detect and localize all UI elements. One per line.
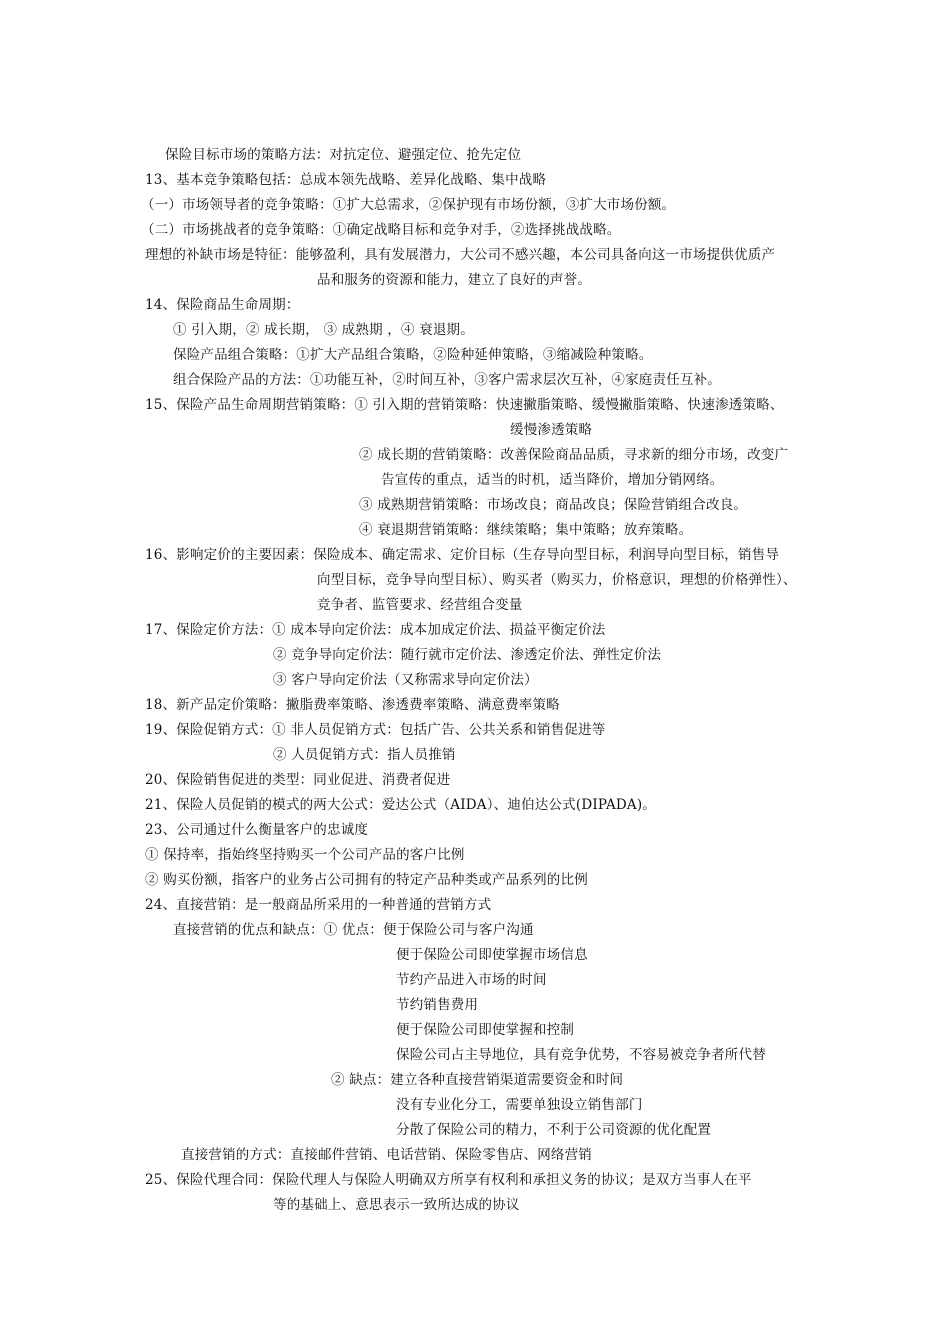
text-line: 25、保险代理合同：保险代理人与保险人明确双方所享有权利和承担义务的协议；是双方当事人在平: [145, 1172, 752, 1188]
text-line: 16、影响定价的主要因素：保险成本、确定需求、定价目标（生存导向型目标，利润导向型目标，销售导: [145, 547, 780, 563]
text-line: 20、保险销售促进的类型：同业促进、消费者促进: [145, 772, 451, 788]
text-line: 节约销售费用: [396, 997, 479, 1013]
text-line: 便于保险公司即使掌握和控制: [396, 1022, 575, 1038]
text-line: 保险目标市场的策略方法：对抗定位、避强定位、抢先定位: [165, 147, 522, 163]
text-line: 直接营销的优点和缺点：① 优点：便于保险公司与客户沟通: [173, 922, 534, 938]
text-line: ② 人员促销方式：指人员推销: [273, 747, 456, 763]
text-line: （二）市场挑战者的竞争策略：①确定战略目标和竞争对手，②选择挑战战略。: [141, 222, 621, 238]
text-line: 21、保险人员促销的模式的两大公式：爱达公式（AIDA）、迪伯达公式(DIPADA)。: [145, 797, 657, 813]
text-line: 没有专业化分工，需要单独设立销售部门: [396, 1097, 643, 1113]
text-line: 14、保险商品生命周期：: [145, 297, 300, 313]
text-line: 23、公司通过什么衡量客户的忠诚度: [145, 822, 369, 838]
text-line: 分散了保险公司的精力，不利于公司资源的优化配置: [396, 1122, 712, 1138]
text-line: 保险公司占主导地位，具有竞争优势，不容易被竞争者所代替: [396, 1047, 766, 1063]
text-line: 理想的补缺市场是特征：能够盈利，具有发展潜力，大公司不感兴趣，本公司具备向这一市场提供优质产: [145, 247, 776, 263]
text-line: （一）市场领导者的竞争策略：①扩大总需求，②保护现有市场份额，③扩大市场份额。: [141, 197, 676, 213]
text-line: 等的基础上、意思表示一致所达成的协议: [273, 1197, 520, 1213]
text-line: ③ 客户导向定价法（又称需求导向定价法）: [273, 672, 538, 688]
text-line: 18、新产品定价策略：撇脂费率策略、渗透费率策略、满意费率策略: [145, 697, 560, 713]
text-line: 24、直接营销：是一般商品所采用的一种普通的营销方式: [145, 897, 492, 913]
text-line: 组合保险产品的方法：①功能互补，②时间互补，③客户需求层次互补，④家庭责任互补。: [173, 372, 721, 388]
text-line: 缓慢渗透策略: [510, 422, 593, 438]
text-line: 便于保险公司即使掌握市场信息: [396, 947, 588, 963]
text-line: ② 购买份额，指客户的业务占公司拥有的特定产品种类或产品系列的比例: [145, 872, 588, 888]
text-line: ④ 衰退期营销策略：继续策略；集中策略；放弃策略。: [359, 522, 693, 538]
text-line: ③ 成熟期营销策略：市场改良；商品改良；保险营销组合改良。: [359, 497, 748, 513]
text-line: 19、保险促销方式：① 非人员促销方式：包括广告、公共关系和销售促进等: [145, 722, 606, 738]
text-line: ② 竞争导向定价法：随行就市定价法、渗透定价法、弹性定价法: [273, 647, 662, 663]
text-line: ① 保持率，指始终坚持购买一个公司产品的客户比例: [145, 847, 465, 863]
text-line: ② 缺点：建立各种直接营销渠道需要资金和时间: [331, 1072, 624, 1088]
text-line: 17、保险定价方法：① 成本导向定价法：成本加成定价法、损益平衡定价法: [145, 622, 606, 638]
text-line: 保险产品组合策略：①扩大产品组合策略，②险种延伸策略，③缩减险种策略。: [173, 347, 653, 363]
text-line: 直接营销的方式：直接邮件营销、电话营销、保险零售店、网络营销: [181, 1147, 592, 1163]
text-line: 向型目标，竞争导向型目标）、购买者（购买力，价格意识，理想的价格弹性）、: [317, 572, 797, 588]
text-line: 品和服务的资源和能力，建立了良好的声誉。: [317, 272, 591, 288]
text-line: ① 引入期，② 成长期， ③ 成熟期 ，④ 衰退期。: [173, 322, 474, 338]
text-line: 15、保险产品生命周期营销策略：① 引入期的营销策略：快速撇脂策略、缓慢撇脂策略、快速渗透策略、: [145, 397, 784, 413]
text-line: 竞争者、监管要求、经营组合变量: [317, 597, 523, 613]
text-line: ② 成长期的营销策略：改善保险商品品质，寻求新的细分市场，改变广: [359, 447, 789, 463]
text-line: 节约产品进入市场的时间: [396, 972, 547, 988]
text-line: 告宣传的重点，适当的时机，适当降价，增加分销网络。: [381, 472, 724, 488]
text-line: 13、基本竞争策略包括：总成本领先战略、差异化战略、集中战略: [145, 172, 547, 188]
